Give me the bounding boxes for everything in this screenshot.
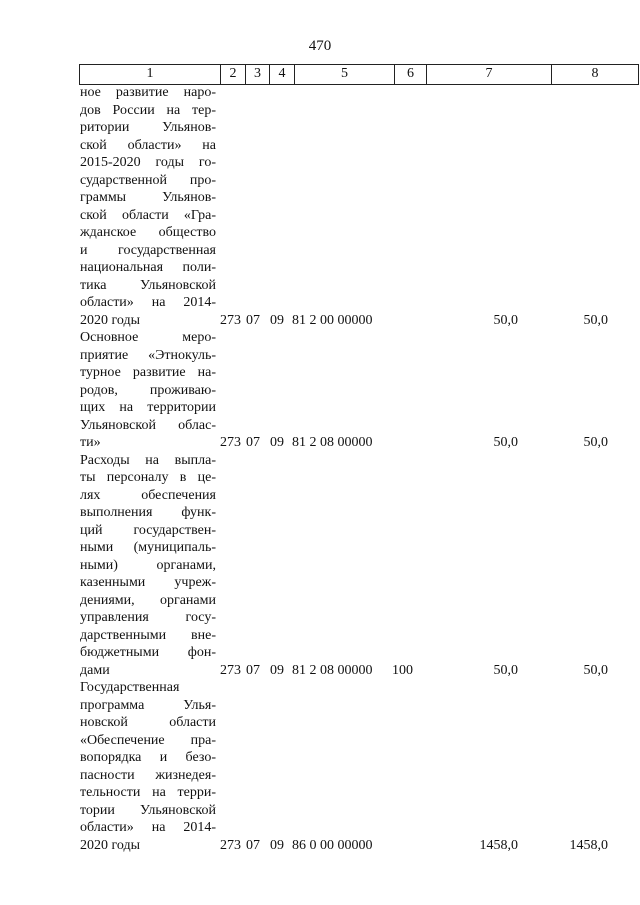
cell-target-code: 81 2 08 00000 (292, 435, 373, 450)
description-line: выполнения функ- (80, 505, 216, 520)
description-line: сударственной про- (80, 172, 216, 188)
column-header-5: 5 (294, 65, 394, 84)
description-line: Ульяновской облас- (80, 417, 216, 433)
description-line: казенными учреж- (80, 575, 216, 590)
row-description (80, 679, 216, 854)
description-line: ными) органами, (80, 557, 216, 573)
description-line: ты персоналу в це- (80, 470, 216, 485)
cell-amount-col8: 50,0 (583, 435, 608, 450)
cell-amount-col7: 1458,0 (479, 837, 518, 853)
description-line: жданское общество (80, 225, 216, 240)
column-header-1: 1 (79, 65, 220, 84)
table-row (80, 329, 608, 452)
description-line: Расходы на выпла- (80, 452, 216, 468)
column-header-7: 7 (426, 65, 551, 84)
column-header-8: 8 (551, 65, 639, 84)
table-header (79, 64, 639, 85)
cell-section: 07 (246, 837, 260, 853)
description-line: лях обеспечения (80, 487, 216, 503)
column-header-4: 4 (269, 65, 294, 84)
cell-target-code: 81 2 00 00000 (292, 312, 373, 328)
description-line: ской области» на (80, 137, 216, 153)
column-header-6: 6 (394, 65, 426, 84)
cell-subsection: 09 (270, 837, 284, 853)
cell-amount-col8: 1458,0 (569, 837, 608, 853)
cell-subsection: 09 (270, 435, 284, 450)
column-header-3: 3 (245, 65, 269, 84)
cell-section: 07 (246, 435, 260, 450)
description-line: 2015-2020 годы го- (80, 155, 216, 170)
description-line: национальная поли- (80, 260, 216, 275)
cell-ministry-code: 273 (220, 662, 241, 678)
table-row (80, 452, 608, 680)
page-number: 470 (308, 38, 332, 54)
description-line: и государственная (80, 242, 216, 258)
description-line: области» на 2014- (80, 820, 216, 835)
table-body (80, 84, 608, 854)
row-description (80, 84, 216, 329)
description-line: 2020 годы (80, 312, 141, 328)
cell-ministry-code: 273 (220, 837, 241, 853)
cell-expense-type: 100 (392, 662, 413, 678)
cell-amount-col7: 50,0 (493, 662, 518, 678)
cell-ministry-code: 273 (220, 312, 241, 328)
description-line: 2020 годы (80, 837, 141, 853)
description-line: «Обеспечение пра- (80, 732, 216, 748)
cell-amount-col7: 50,0 (493, 312, 518, 328)
table-row (80, 679, 608, 854)
description-line: щих на территории (80, 400, 216, 415)
description-line: Государственная (80, 680, 180, 695)
table-row (80, 84, 608, 329)
description-line: дениями, органами (80, 592, 216, 608)
description-line: тории Ульяновской (80, 802, 216, 818)
description-line: родов, проживаю- (80, 382, 216, 398)
description-line: ской области «Гра- (80, 207, 216, 223)
description-line: ритории Ульянов- (80, 120, 216, 135)
description-line: ти» (80, 435, 101, 450)
description-line: дарственными вне- (80, 627, 216, 643)
description-line: ное развитие наро- (80, 85, 216, 100)
row-description (80, 329, 216, 452)
description-line: дами (80, 662, 110, 678)
description-line: пасности жизнедея- (80, 767, 216, 783)
cell-amount-col7: 50,0 (493, 435, 518, 450)
cell-target-code: 86 0 00 00000 (292, 837, 373, 853)
cell-section: 07 (246, 312, 260, 328)
cell-amount-col8: 50,0 (583, 312, 608, 328)
description-line: бюджетными фон- (80, 645, 216, 660)
description-line: граммы Ульянов- (80, 190, 216, 205)
description-line: вопорядка и безо- (80, 750, 216, 765)
description-line: тельности на терри- (80, 785, 216, 800)
cell-amount-col8: 50,0 (583, 662, 608, 678)
cell-ministry-code: 273 (220, 435, 241, 450)
cell-subsection: 09 (270, 312, 284, 328)
description-line: тика Ульяновской (80, 277, 216, 293)
description-line: турное развитие на- (80, 365, 216, 380)
description-line: программа Улья- (80, 697, 216, 713)
description-line: области» на 2014- (80, 295, 216, 310)
cell-target-code: 81 2 08 00000 (292, 662, 373, 678)
row-description (80, 452, 216, 680)
description-line: ными (муниципаль- (80, 540, 216, 555)
column-header-2: 2 (220, 65, 245, 84)
description-line: дов России на тер- (80, 102, 216, 118)
cell-subsection: 09 (270, 662, 284, 678)
cell-section: 07 (246, 662, 260, 678)
description-line: Основное меро- (80, 330, 216, 345)
description-line: приятие «Этнокуль- (80, 347, 216, 363)
description-line: ций государствен- (80, 522, 216, 538)
description-line: новской области (80, 715, 216, 730)
description-line: управления госу- (80, 610, 216, 625)
